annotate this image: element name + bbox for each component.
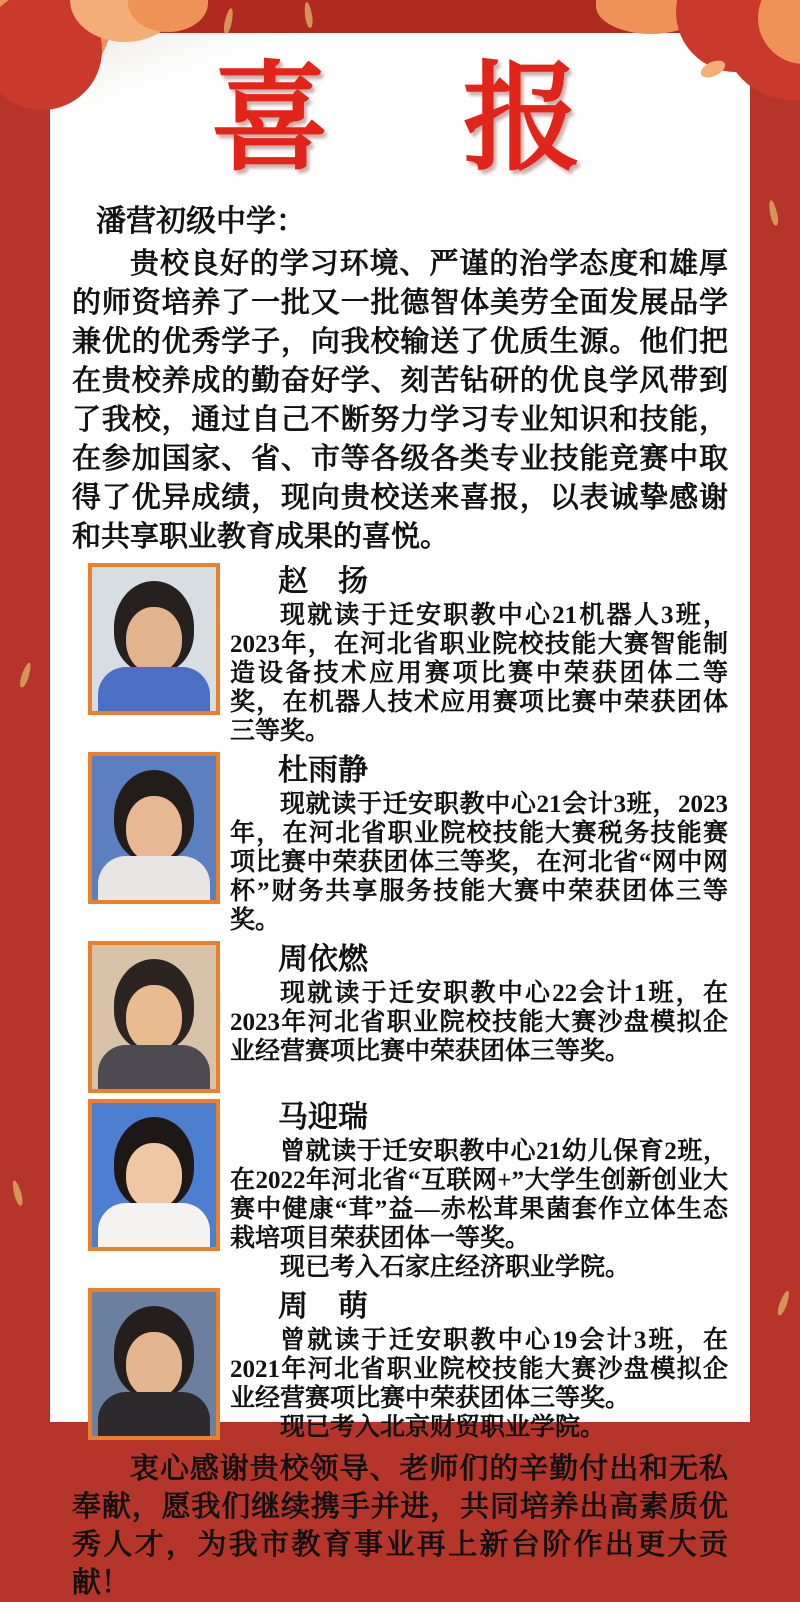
student-info xyxy=(230,563,728,746)
student-info xyxy=(230,1099,728,1282)
avatar-face xyxy=(126,985,182,1051)
student-name: 周依燃 xyxy=(278,943,368,976)
avatar-face xyxy=(126,1332,182,1398)
student-photo xyxy=(88,752,220,904)
closing-paragraph: 衷心感谢贵校领导、老师们的辛勤付出和无私奉献，愿我们继续携手并进，共同培养出高素质优秀人才，为我市教育事业再上新台阶作出更大贡献！ xyxy=(72,1453,728,1599)
student-description: 现就读于迁安职教中心21机器人3班，2023年，在河北省职业院校技能大赛智能制造设备技术应用赛项比赛中荣获团体二等奖，在机器人技术应用赛项比赛中荣获团体三等奖。 xyxy=(230,602,728,745)
student-description: 现就读于迁安职教中心22会计1班，在2023年河北省职业院校技能大赛沙盘模拟企业经营赛项比赛中荣获团体三等奖。 xyxy=(230,980,728,1065)
student-name: 周 萌 xyxy=(278,1290,368,1323)
student-info xyxy=(230,941,728,1066)
intro-paragraph: 贵校良好的学习环境、严谨的治学态度和雄厚的师资培养了一批又一批德智体美劳全面发展品学兼优的优秀学子，向我校输送了优质生源。他们把在贵校养成的勤奋好学、刻苦钻研的优良学风带到了我校，通过自己不断努力学习专业知识和技能，在参加国家、省、市等各级各类专业技能竞赛中取得了优异成绩，现向贵校送来喜报，以表诚挚感谢和共享职业教育成果的喜悦。 xyxy=(72,248,728,553)
petal-decoration xyxy=(18,662,33,689)
avatar-body xyxy=(98,1045,210,1093)
salutation: 潘营初级中学： xyxy=(96,205,306,238)
student-entry xyxy=(72,752,728,935)
avatar-face xyxy=(126,796,182,862)
petal-decoration xyxy=(11,1180,24,1207)
student-name: 杜雨静 xyxy=(278,754,368,787)
student-photo xyxy=(88,1288,220,1440)
petal-decoration xyxy=(767,200,779,227)
student-entry xyxy=(72,1288,728,1442)
avatar-body xyxy=(98,1203,210,1251)
student-photo xyxy=(88,941,220,1093)
avatar-body xyxy=(98,1392,210,1440)
poster-title: 喜 报 xyxy=(210,54,589,185)
avatar-body xyxy=(98,856,210,904)
student-entry xyxy=(72,563,728,746)
poster-content xyxy=(50,33,750,1602)
petal-decoration xyxy=(776,1290,791,1317)
student-info xyxy=(230,1288,728,1442)
student-college-line: 现已考入石家庄经济职业学院。 xyxy=(280,1254,631,1281)
student-college-line: 现已考入北京财贸职业学院。 xyxy=(280,1414,606,1441)
student-entry xyxy=(72,1099,728,1282)
student-entry xyxy=(72,941,728,1093)
student-info xyxy=(230,752,728,935)
avatar-face xyxy=(126,1143,182,1209)
student-description: 曾就读于迁安职教中心21幼儿保育2班，在2022年河北省“互联网+”大学生创新创业大赛中健康“茸”益—赤松茸果菌套作立体生态栽培项目荣获团体一等奖。 xyxy=(230,1138,728,1252)
student-name: 马迎瑞 xyxy=(278,1101,368,1134)
student-name: 赵 扬 xyxy=(278,565,368,598)
student-photo xyxy=(88,1099,220,1251)
avatar-body xyxy=(98,667,210,715)
student-description: 曾就读于迁安职教中心19会计3班，在2021年河北省职业院校技能大赛沙盘模拟企业经营赛项比赛中荣获团体三等奖。 xyxy=(230,1327,728,1412)
student-photo xyxy=(88,563,220,715)
avatar-face xyxy=(126,607,182,673)
student-description: 现就读于迁安职教中心21会计3班，2023年，在河北省职业院校技能大赛税务技能赛项比赛中荣获团体三等奖，在河北省“网中网杯”财务共享服务技能大赛中荣获团体三等奖。 xyxy=(230,791,728,934)
